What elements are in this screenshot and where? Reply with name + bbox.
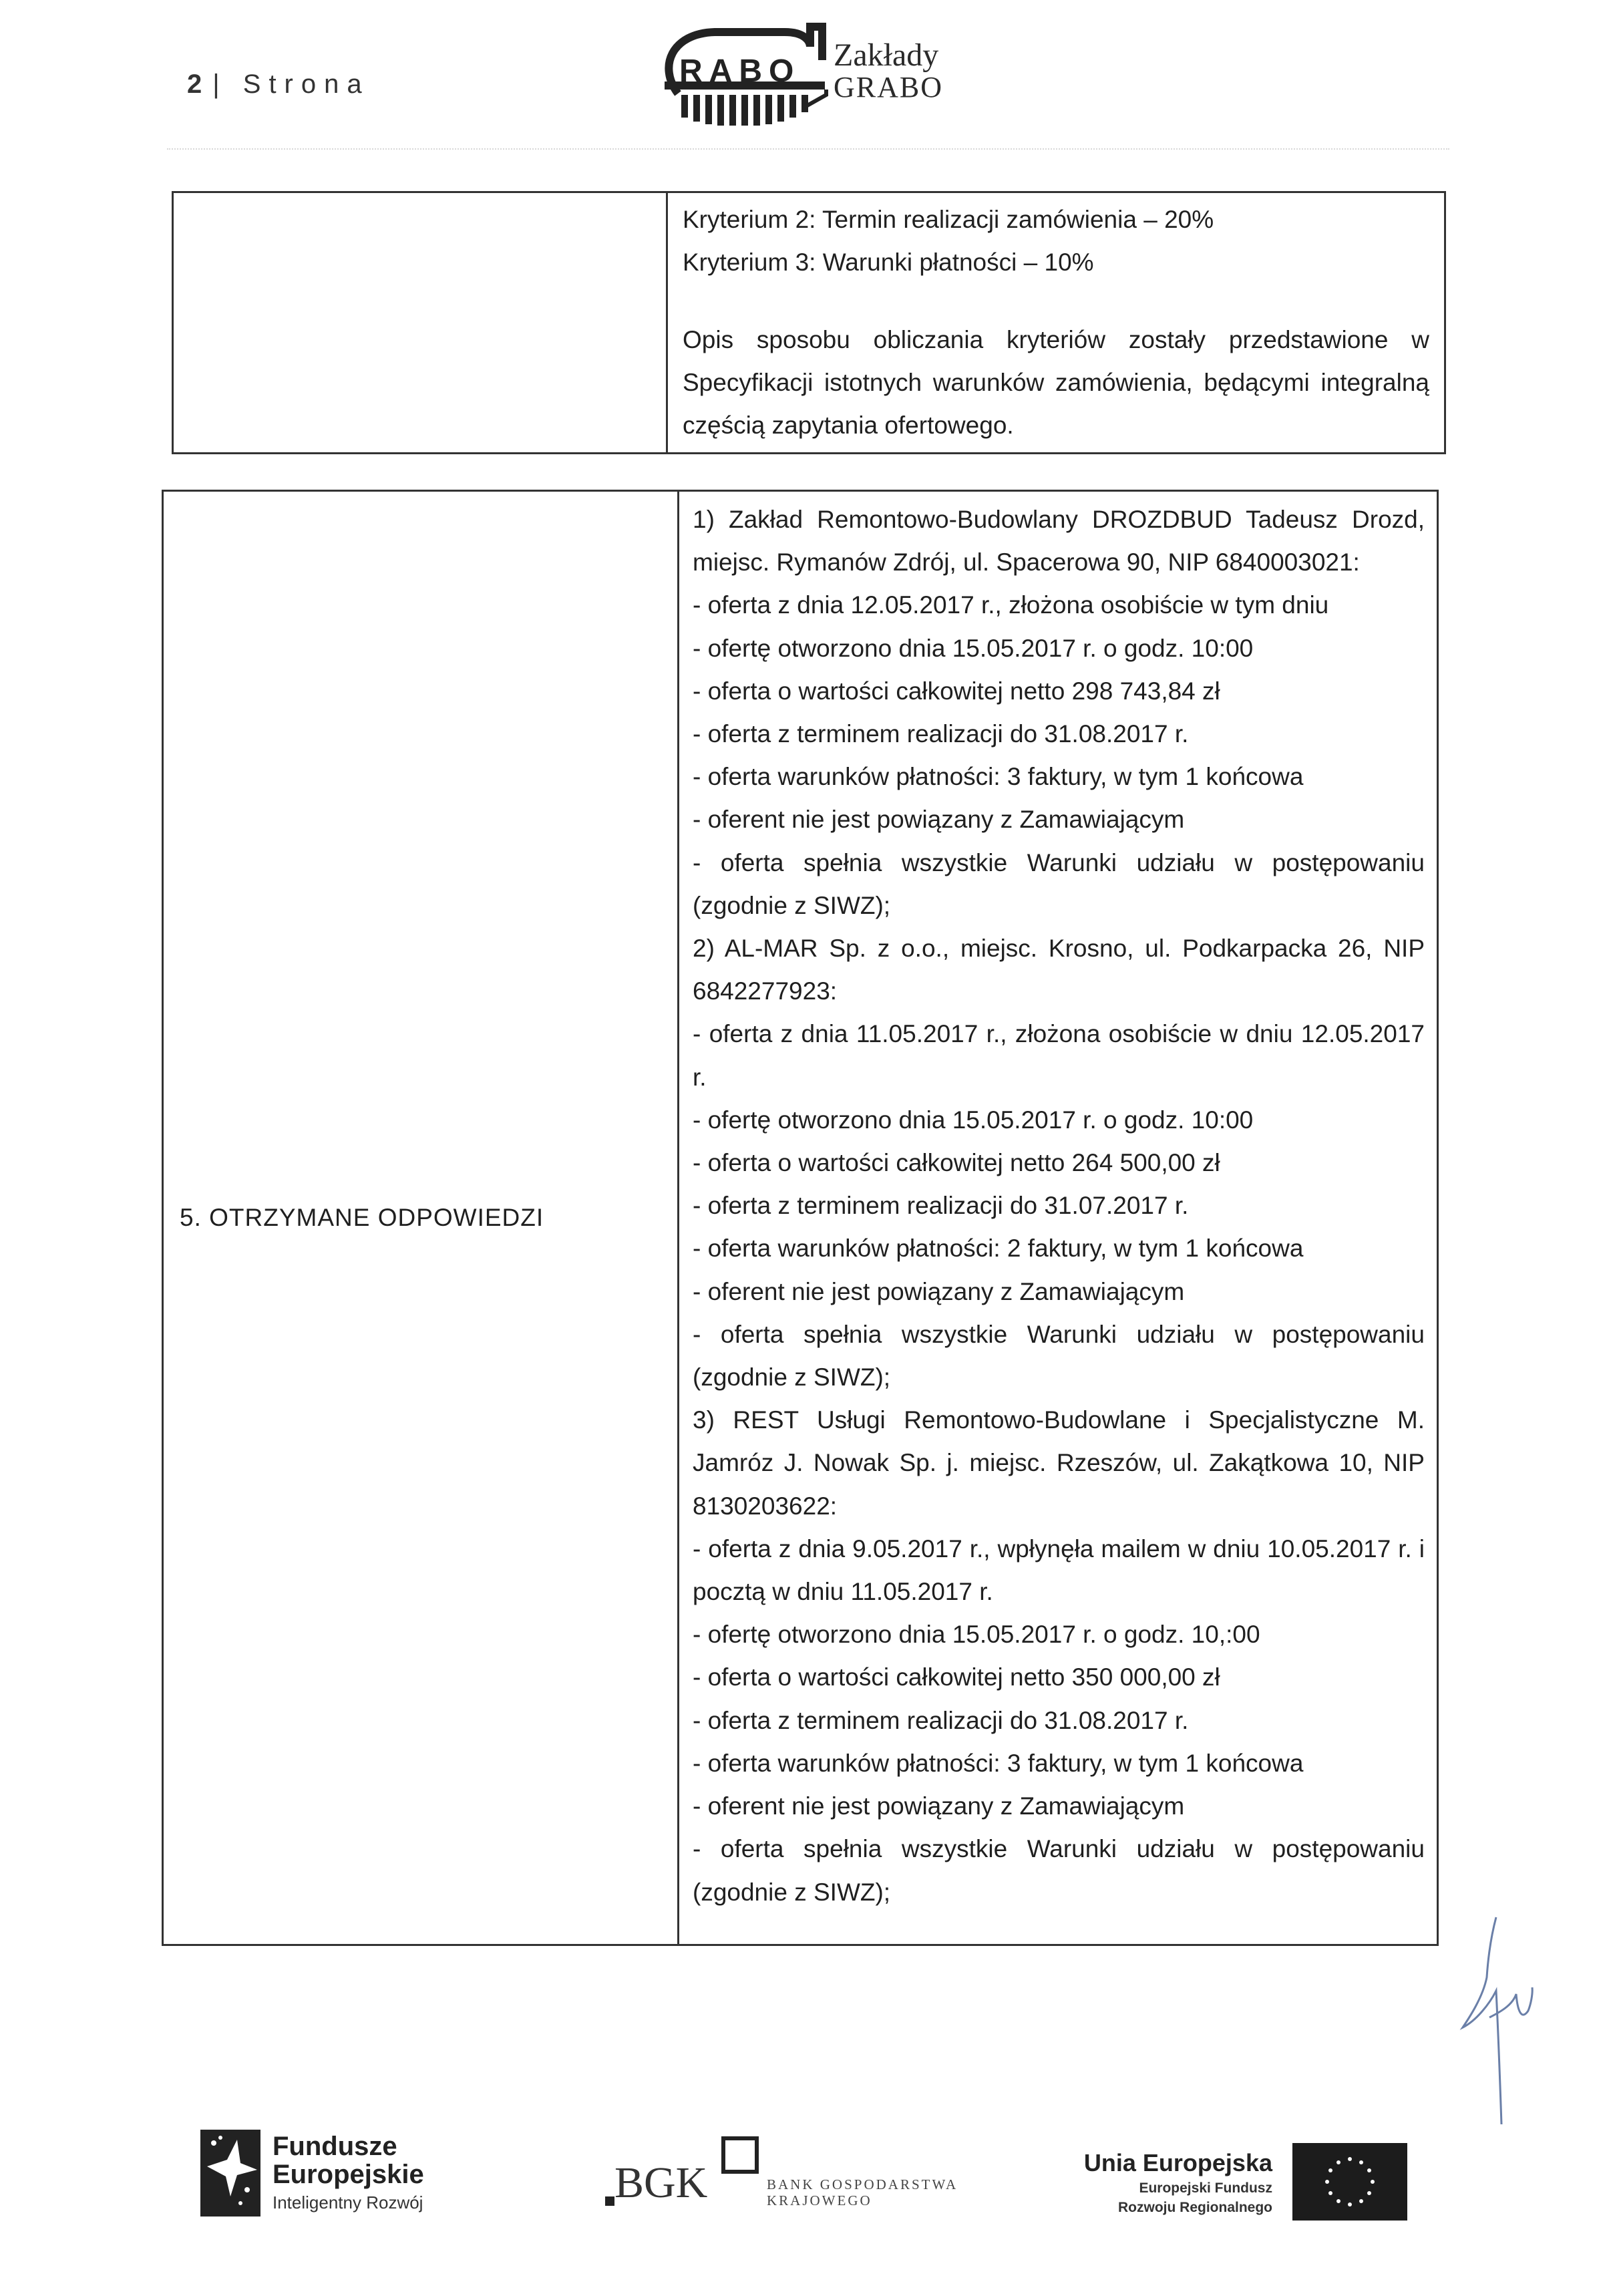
offer-1-relation: - oferent nie jest powiązany z Zamawiającym <box>693 806 1185 834</box>
offer-2-heading: 2) AL-MAR Sp. z o.o., miejsc. Krosno, ul. Podkarpacka 26, NIP 6842277923: <box>693 935 1425 1005</box>
criterion-2: Kryterium 2: Termin realizacji zamówienia – 20% <box>683 206 1214 233</box>
offer-2-deadline: - oferta z terminem realizacji do 31.07.2017 r. <box>693 1192 1189 1220</box>
criterion-3: Kryterium 3: Warunki płatności – 10% <box>683 249 1094 276</box>
page-label: Strona <box>242 69 370 99</box>
fundusze-europejskie-logo-icon <box>200 2130 260 2217</box>
bgk-dot-icon <box>605 2196 614 2206</box>
responses-label-cell <box>163 491 679 1945</box>
company-name-line2: GRABO <box>834 71 944 104</box>
fe-line1: Fundusze <box>273 2132 397 2161</box>
criteria-row <box>173 192 1445 454</box>
unia-europejska-text <box>1082 2150 1272 2215</box>
criteria-content-cell <box>667 192 1445 454</box>
eu-flag-icon <box>1292 2143 1407 2221</box>
offer-1-value: - oferta o wartości całkowitej netto 298 743,84 zł <box>693 677 1220 705</box>
criteria-description: Opis sposobu obliczania kryteriów zostały przedstawione w Specyfikacji istotnych warunków zamówienia, będącymi integralną częścią zapytania ofertowego. <box>683 326 1429 439</box>
ue-line2: Europejski Fundusz <box>1139 2180 1272 2196</box>
offer-2-value: - oferta o wartości całkowitej netto 264 500,00 zł <box>693 1149 1220 1177</box>
page-number: 2 | Strona <box>187 69 370 99</box>
page-number-value: 2 <box>187 69 202 99</box>
ue-line1: Unia Europejska <box>1083 2149 1272 2176</box>
criteria-label-cell <box>173 192 667 454</box>
responses-label: 5. OTRZYMANE ODPOWIEDZI <box>180 1204 544 1231</box>
offer-2-conditions: - oferta spełnia wszystkie Warunki udziału w postępowaniu (zgodnie z SIWZ); <box>693 1320 1425 1391</box>
responses-table <box>162 490 1439 1946</box>
offer-2-relation: - oferent nie jest powiązany z Zamawiającym <box>693 1277 1185 1305</box>
offer-2-date: - oferta z dnia 11.05.2017 r., złożona osobiście w dniu 12.05.2017 r. <box>693 1020 1425 1091</box>
offer-3-opened: - ofertę otworzono dnia 15.05.2017 r. o godz. 10,:00 <box>693 1621 1260 1649</box>
offer-3-payment: - oferta warunków płatności: 3 faktury, w tym 1 końcowa <box>693 1749 1304 1777</box>
company-name-line1: Zakłady <box>834 37 939 73</box>
offer-3-heading: 3) REST Usługi Remontowo-Budowlane i Specjalistyczne M. Jamróz J. Nowak Sp. j. miejsc. Rzeszów, ul. Zakątkowa 10, NIP 8130203622: <box>693 1406 1425 1520</box>
header-divider <box>167 148 1449 150</box>
bgk-square-icon <box>721 2136 759 2174</box>
offer-1-opened: - ofertę otworzono dnia 15.05.2017 r. o godz. 10:00 <box>693 634 1254 662</box>
offer-1-date: - oferta z dnia 12.05.2017 r., złożona osobiście w tym dniu <box>693 591 1329 619</box>
offer-3-value: - oferta o wartości całkowitej netto 350 000,00 zł <box>693 1663 1220 1691</box>
offer-3-relation: - oferent nie jest powiązany z Zamawiającym <box>693 1792 1185 1820</box>
offer-3-deadline: - oferta z terminem realizacji do 31.08.2017 r. <box>693 1706 1189 1734</box>
offer-2-payment: - oferta warunków płatności: 2 faktury, w tym 1 końcowa <box>693 1235 1304 1263</box>
fundusze-europejskie-text <box>273 2132 424 2212</box>
offer-2-opened: - ofertę otworzono dnia 15.05.2017 r. o godz. 10:00 <box>693 1106 1254 1134</box>
page-footer <box>0 2098 1609 2296</box>
fe-line3: Inteligentny Rozwój <box>273 2192 423 2212</box>
fe-line2: Europejskie <box>273 2160 424 2189</box>
offer-3-conditions: - oferta spełnia wszystkie Warunki udziału w postępowaniu (zgodnie z SIWZ); <box>693 1835 1425 1906</box>
offer-3-date: - oferta z dnia 9.05.2017 r., wpłynęła mailem w dniu 10.05.2017 r. i pocztą w dniu 11.05.2017 r. <box>693 1534 1425 1606</box>
ue-line3: Rozwoju Regionalnego <box>1118 2199 1272 2215</box>
criteria-table <box>172 191 1446 454</box>
responses-content-cell <box>679 491 1438 1945</box>
offer-1-conditions: - oferta spełnia wszystkie Warunki udziału w postępowaniu (zgodnie z SIWZ); <box>693 848 1425 919</box>
offer-1-heading: 1) Zakład Remontowo-Budowlany DROZDBUD Tadeusz Drozd, miejsc. Rymanów Zdrój, ul. Spacerowa 90, NIP 6840003021: <box>693 506 1425 577</box>
logo-letters: RABO <box>679 53 801 89</box>
offer-1-payment: - oferta warunków płatności: 3 faktury, w tym 1 końcowa <box>693 763 1304 791</box>
page-header <box>0 0 1609 154</box>
bgk-line1: BANK GOSPODARSTWA <box>767 2176 958 2192</box>
responses-row <box>163 491 1438 1945</box>
company-name <box>834 39 943 104</box>
bgk-line2: KRAJOWEGO <box>767 2192 872 2209</box>
bgk-abbr: BGK <box>614 2158 708 2207</box>
bgk-full-name <box>767 2176 958 2208</box>
offer-1-deadline: - oferta z terminem realizacji do 31.08.2017 r. <box>693 720 1189 748</box>
